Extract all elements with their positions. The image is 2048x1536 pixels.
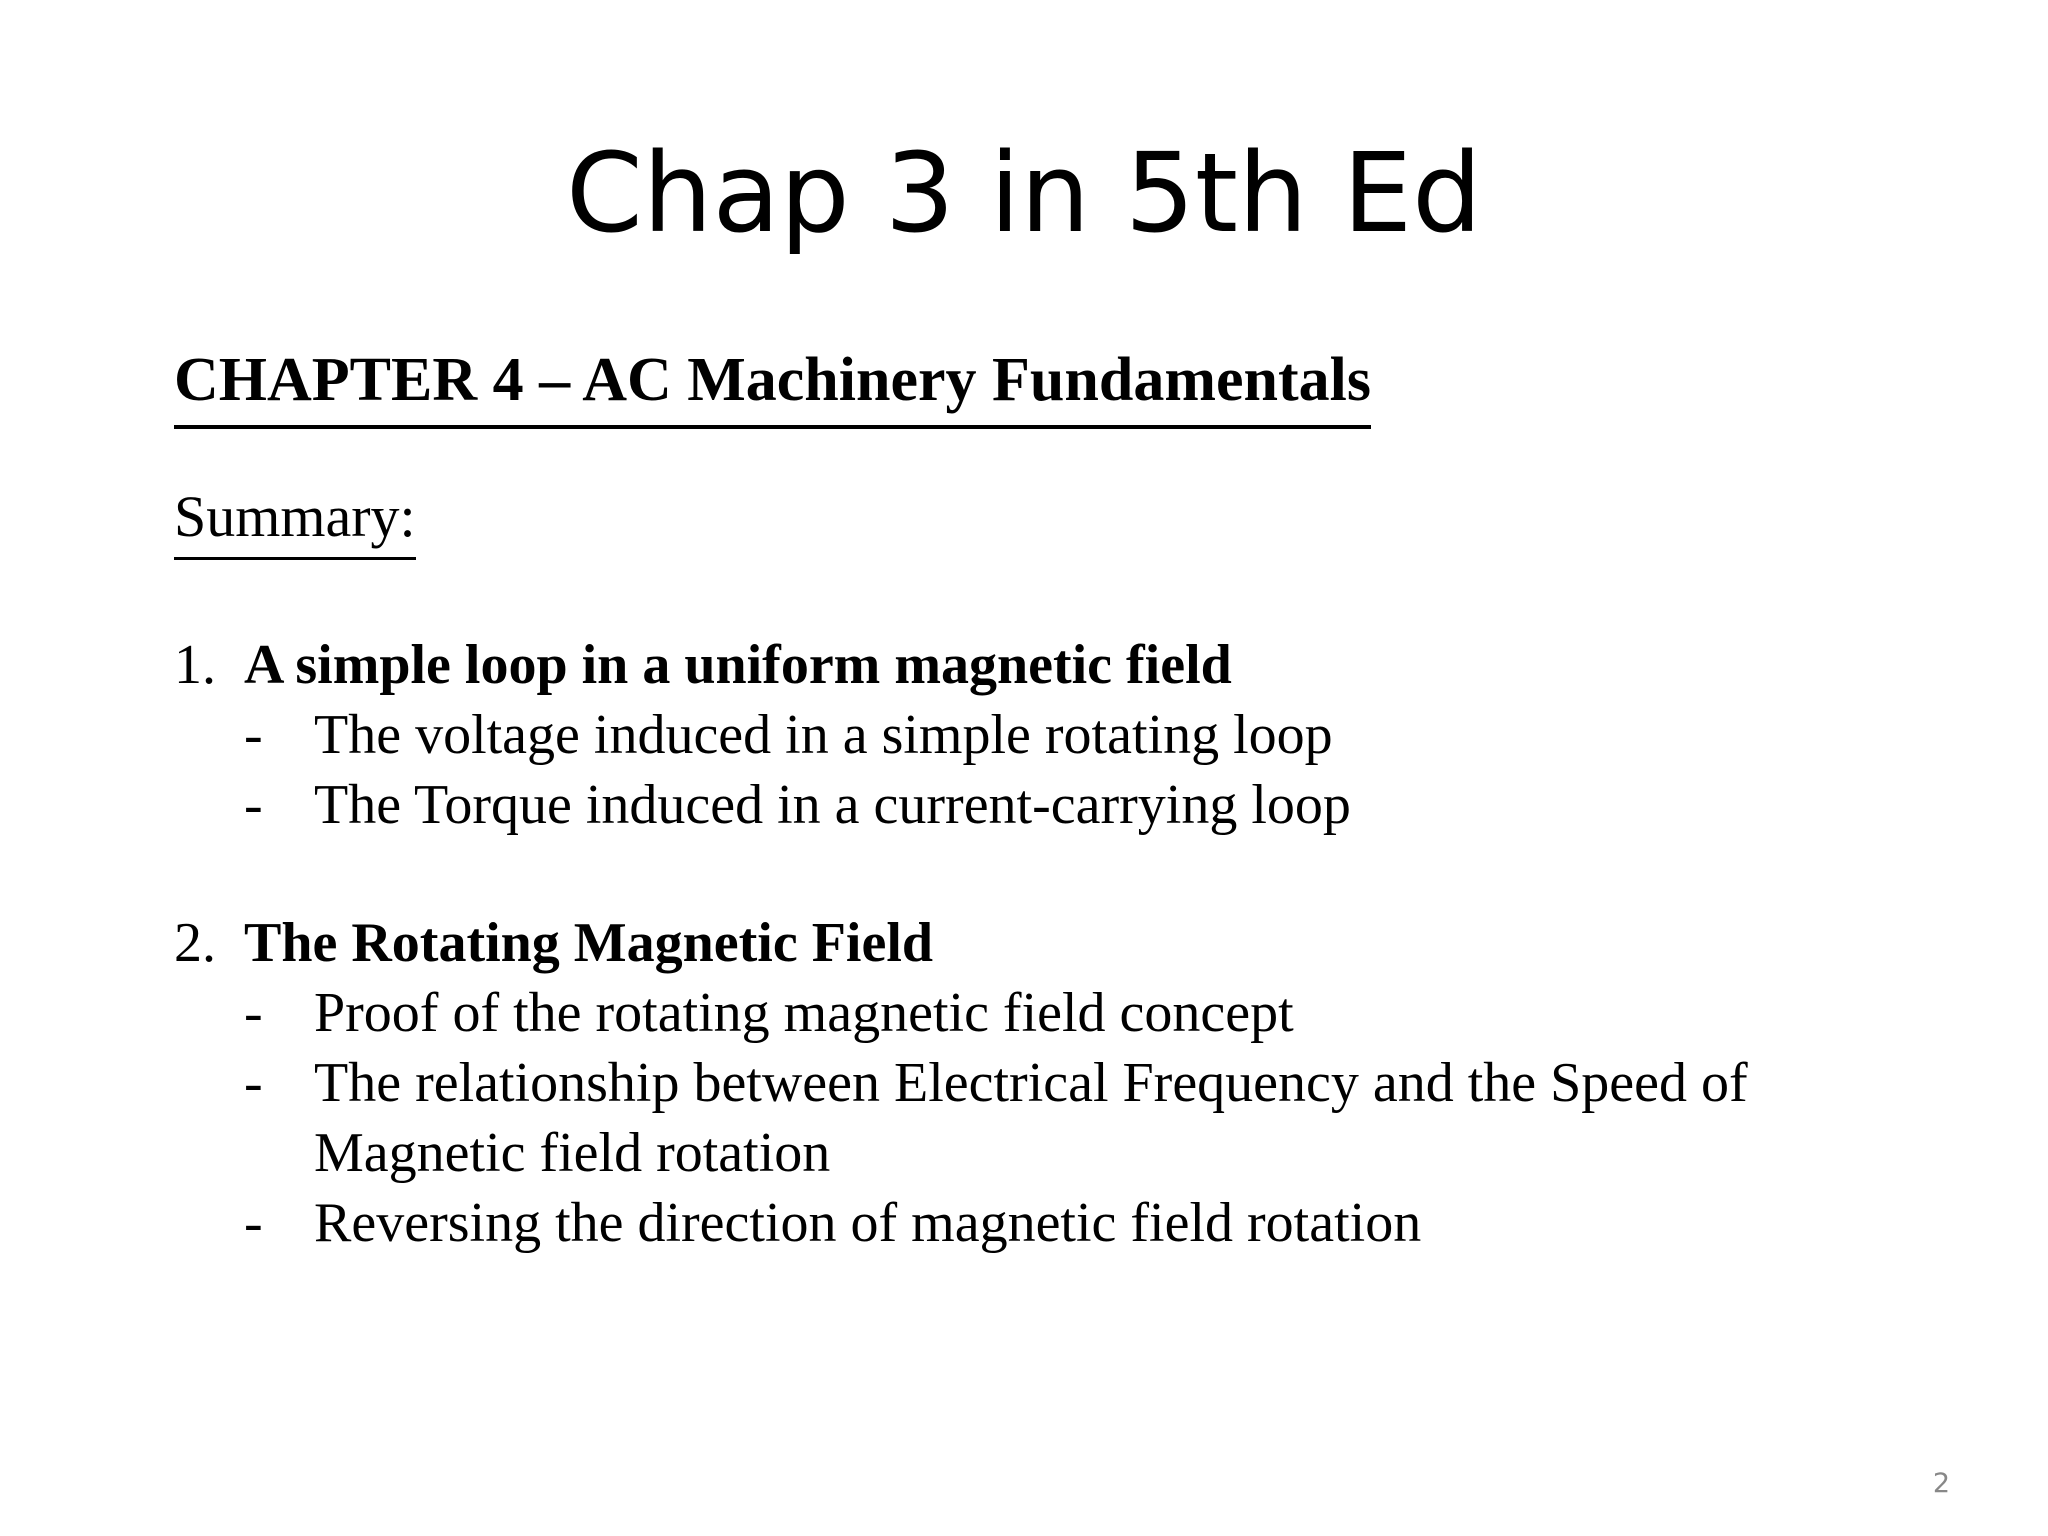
- section-title: The Rotating Magnetic Field: [244, 912, 934, 974]
- section-title: A simple loop in a uniform magnetic field: [244, 634, 1232, 696]
- bullet-text: Reversing the direction of magnetic field rotation: [314, 1192, 1422, 1254]
- bullet-marker: -: [244, 704, 263, 766]
- bullet-list: [174, 978, 1934, 1258]
- bullet-text: Proof of the rotating magnetic field concept: [314, 982, 1294, 1044]
- chapter-heading: CHAPTER 4 – AC Machinery Fundamentals: [174, 335, 1371, 429]
- list-item: [174, 1188, 1934, 1258]
- list-item: [174, 700, 1934, 770]
- summary-section-2: [174, 908, 1934, 1258]
- slide-title: Chap 3 in 5th Ed: [565, 129, 1483, 257]
- bullet-marker: -: [244, 1052, 263, 1114]
- section-number: 2.: [174, 912, 216, 974]
- section-heading: [174, 630, 1934, 700]
- section-heading: [174, 908, 1934, 978]
- list-item: [174, 770, 1934, 840]
- list-item: [174, 1048, 1934, 1188]
- slide-content: [174, 335, 1934, 1258]
- summary-label: Summary:: [174, 477, 416, 560]
- bullet-marker: -: [244, 1192, 263, 1254]
- bullet-marker: -: [244, 774, 263, 836]
- bullet-marker: -: [244, 982, 263, 1044]
- bullet-text: The Torque induced in a current-carrying loop: [314, 774, 1351, 836]
- bullet-text: The voltage induced in a simple rotating loop: [314, 704, 1333, 766]
- list-item: [174, 978, 1934, 1048]
- bullet-list: [174, 700, 1934, 840]
- summary-section-1: [174, 630, 1934, 840]
- bullet-text: The relationship between Electrical Frequency and the Speed of Magnetic field rotation: [314, 1052, 1748, 1184]
- section-number: 1.: [174, 634, 216, 696]
- page-number: 2: [1932, 1468, 1950, 1499]
